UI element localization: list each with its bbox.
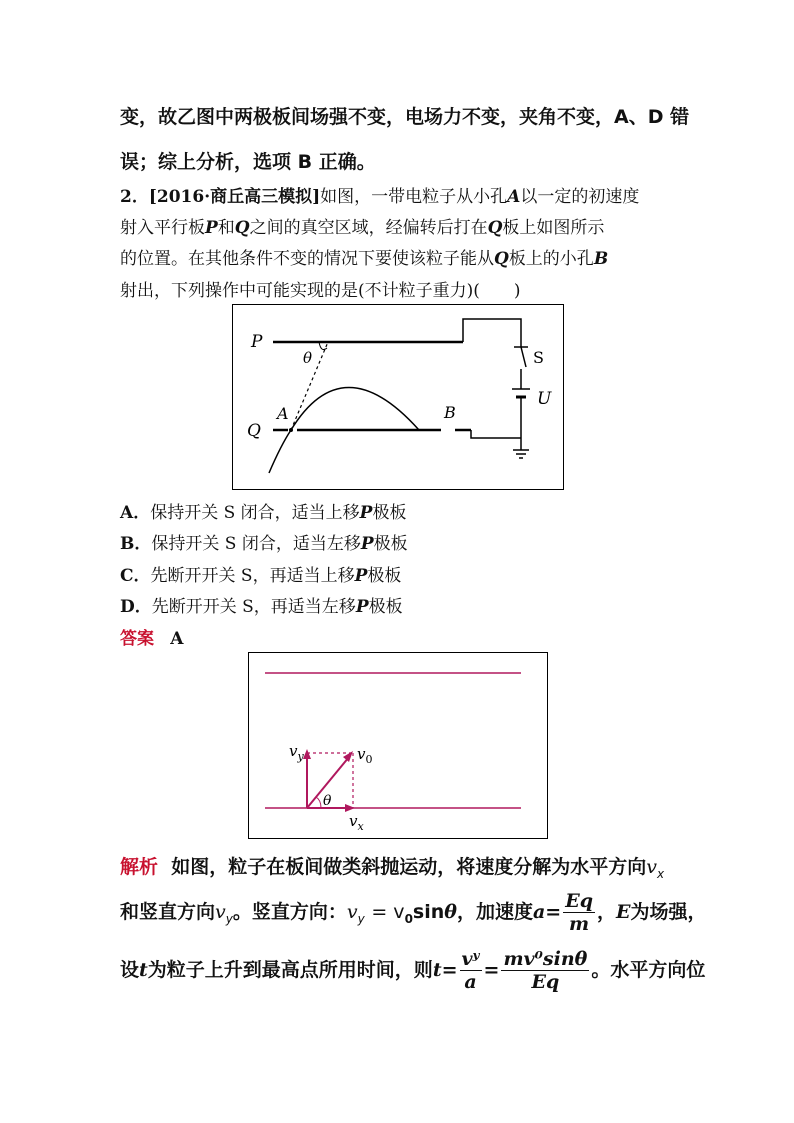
label-S: S xyxy=(533,348,544,367)
analysis-text-2b: 。竖直方向： xyxy=(232,901,347,923)
option-C-post: 极板 xyxy=(367,566,402,586)
question-number: 2． xyxy=(120,187,149,207)
label-Q: Q xyxy=(247,421,261,441)
answer-line xyxy=(120,624,183,649)
label-U: U xyxy=(537,389,552,409)
option-C-text: 先断开开关 S，再适当上移 xyxy=(150,566,355,586)
analysis-text-1: 如图，粒子在板间做类斜抛运动，将速度分解为水平方向 xyxy=(171,856,647,878)
option-B xyxy=(120,529,408,554)
var-Q-3: Q xyxy=(494,249,509,269)
question-text-3a: 的位置。在其他条件不变的情况下要使该粒子能从 xyxy=(120,249,494,269)
prev-text-line-2: 误；综上分析，选项 B 正确。 xyxy=(120,151,376,173)
analysis-theta: θ xyxy=(444,901,457,923)
option-B-post: 极板 xyxy=(373,534,408,554)
option-A-text: 保持开关 S 闭合，适当上移 xyxy=(150,503,360,523)
var-Q-2: Q xyxy=(487,218,503,238)
var-a: a xyxy=(532,901,546,923)
question-line-1 xyxy=(120,182,639,207)
answer-label: 答案 xyxy=(120,629,154,649)
analysis-eq-sub: 0 xyxy=(404,911,413,926)
option-D-post: 极板 xyxy=(368,597,403,617)
analysis-line-3 xyxy=(120,948,705,993)
analysis-eq3: = xyxy=(441,959,458,981)
option-A-post: 极板 xyxy=(372,503,407,523)
option-A xyxy=(120,498,406,523)
analysis-sin: sin xyxy=(412,901,445,923)
plates-diagram xyxy=(233,305,563,489)
label-vy: $v_y$ xyxy=(289,742,304,763)
var-A: A xyxy=(507,187,521,207)
question-source: [2016·商丘高三模拟] xyxy=(148,187,321,207)
figure-parallel-plates xyxy=(232,304,564,490)
fraction-vy-over-a: $\frac{\text{vʸ}}{a}$ xyxy=(461,948,480,993)
var-vy: v xyxy=(215,901,226,923)
option-D-text: 先断开开关 S，再适当左移 xyxy=(151,597,356,617)
figure-velocity-decomposition xyxy=(248,652,548,839)
option-B-letter: B． xyxy=(120,534,152,554)
var-vx-sub: x xyxy=(657,866,665,881)
option-A-letter: A． xyxy=(120,503,151,523)
label-theta: θ xyxy=(303,349,313,367)
label-P: P xyxy=(251,332,263,352)
question-text-2d: 板上如图所示 xyxy=(502,218,605,238)
var-P: P xyxy=(205,218,218,238)
question-text-2c: 之间的真空区域，经偏转后打在 xyxy=(249,218,488,238)
option-B-text: 保持开关 S 闭合，适当左移 xyxy=(151,534,361,554)
question-line-3 xyxy=(120,244,608,269)
label-A: A xyxy=(277,404,289,423)
question-text-2b: 和 xyxy=(217,218,235,238)
analysis-eq2: = xyxy=(545,901,562,923)
analysis-eq4: = xyxy=(483,959,500,981)
analysis-text-3a: 设 xyxy=(120,959,140,981)
option-D-letter: D． xyxy=(120,597,152,617)
option-D xyxy=(120,592,403,617)
analysis-text-2d: ， xyxy=(597,901,617,923)
var-Q: Q xyxy=(234,218,250,238)
option-C-var: P xyxy=(354,566,368,586)
var-vy-sub: y xyxy=(225,911,233,926)
label-v0: $v_0$ xyxy=(357,745,373,766)
question-text-1b: 以一定的初速度 xyxy=(520,187,640,207)
analysis-text-3c: 。水平方向位 xyxy=(591,959,706,981)
analysis-label: 解析 xyxy=(120,856,159,878)
var-t-2: t xyxy=(432,959,442,981)
label-B: B xyxy=(444,403,456,422)
fraction-Eq-over-m: $\frac{Eq}{m}$ xyxy=(565,890,593,935)
question-text-3b: 板上的小孔 xyxy=(508,249,594,269)
label-theta-2: θ xyxy=(323,793,332,809)
option-A-var: P xyxy=(359,503,373,523)
analysis-line-1 xyxy=(120,852,664,881)
option-D-var: P xyxy=(355,597,369,617)
var-E: E xyxy=(616,901,631,923)
var-vx: v xyxy=(646,856,657,878)
velocity-diagram xyxy=(249,653,547,838)
var-B: B xyxy=(593,249,609,269)
question-text-2a: 射入平行板 xyxy=(120,218,205,238)
label-vx: $v_x$ xyxy=(349,812,364,833)
analysis-eq: = v xyxy=(371,901,405,923)
analysis-line-2: 和竖直方向$v_y$。竖直方向：$v_y = v_0\sin\theta$，加速度a= $\frac{Eq}{m}$ ，E为场强， xyxy=(120,890,707,935)
var-t: t xyxy=(139,959,148,981)
analysis-text-2e: 为场强， xyxy=(630,901,707,923)
option-C-letter: C． xyxy=(120,566,151,586)
option-B-var: P xyxy=(360,534,374,554)
analysis-text-2a: 和竖直方向 xyxy=(120,901,216,923)
question-line-2 xyxy=(120,213,604,238)
fraction-mv0sin-over-Eq: $\frac{\text{mv⁰sinθ}}{Eq}$ xyxy=(503,948,588,993)
prev-text-line-1: 变，故乙图中两极板间场强不变，电场力不变，夹角不变，A、D 错 xyxy=(120,106,690,128)
question-text-1: 如图，一带电粒子从小孔 xyxy=(320,187,508,207)
question-line-4: 射出，下列操作中可能实现的是(不计粒子重力)( ) xyxy=(120,281,521,301)
analysis-text-3b: 为粒子上升到最高点所用时间，则 xyxy=(147,959,433,981)
answer-value: A xyxy=(170,629,184,649)
analysis-text-2c: ，加速度 xyxy=(456,901,533,923)
option-C xyxy=(120,561,401,586)
